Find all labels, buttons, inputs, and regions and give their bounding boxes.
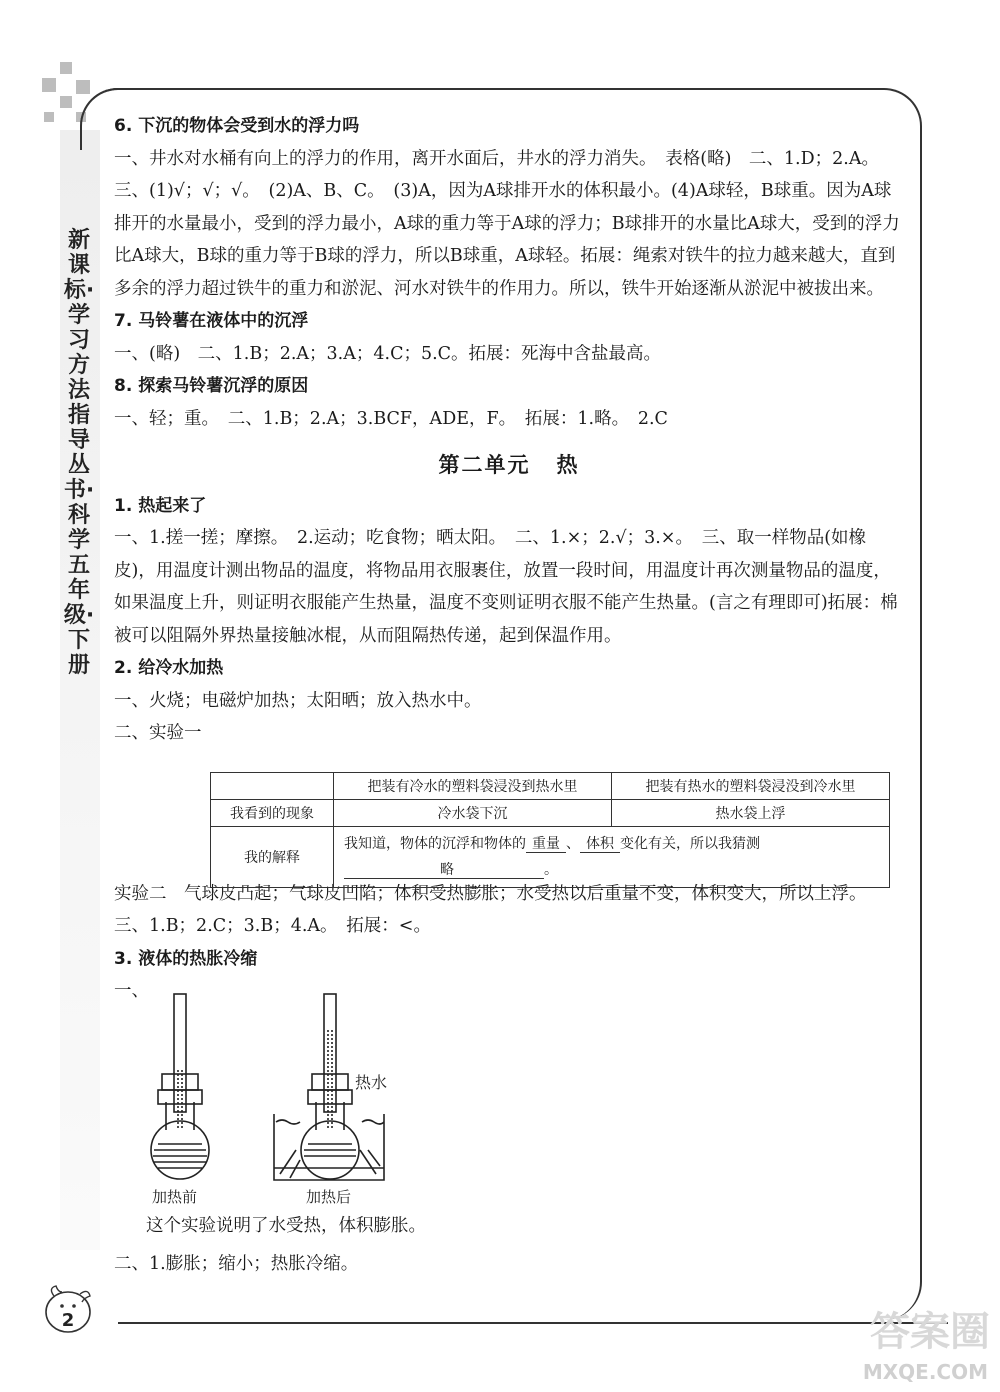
- glass-tube-after: [324, 994, 336, 1112]
- table-cell: 热水袋上浮: [612, 800, 890, 827]
- hot-water-label: 热水: [355, 1073, 388, 1092]
- unit-title: [114, 449, 904, 482]
- section-body: 一、轻；重。 二、1.B；2.A；3.BCF，ADE，F。 拓展：1.略。 2.C: [114, 408, 668, 429]
- unit-title-sub: 热: [556, 453, 580, 477]
- explanation-text: 变化有关，所以我猜测: [620, 836, 760, 852]
- table-cell: 冷水袋下沉: [334, 800, 612, 827]
- section-title: 7. 马铃薯在液体中的沉浮: [114, 311, 309, 331]
- explanation-text: 我知道，物体的沉浮和物体的: [344, 836, 526, 852]
- section-body: 三、1.B；2.C；3.B；4.A。 拓展：<。: [114, 916, 431, 936]
- experiment-table: [210, 772, 890, 888]
- decoration-square: [42, 78, 56, 92]
- experiment-one-label: 二、实验一: [114, 723, 202, 743]
- explanation-text: 。: [544, 862, 558, 878]
- decoration-square: [60, 96, 72, 108]
- flask-experiment-figure: [140, 990, 400, 1210]
- table-header: 把装有热水的塑料袋浸没到冷水里: [612, 773, 890, 800]
- section-body: 实验二 气球皮凸起；气球皮凹陷；体积受热膨胀；水受热以后重量不变，体积变大，所以上浮。: [114, 883, 867, 904]
- section-body: 一、火烧；电磁炉加热；太阳晒；放入热水中。: [114, 690, 482, 711]
- caption-after: 加热后: [306, 1188, 352, 1206]
- section-body: 一、(略) 二、1.B；2.A；3.A；4.C；5.C。拓展：死海中含盐最高。: [114, 343, 662, 364]
- table-row-label: 我看到的现象: [211, 800, 334, 827]
- page-number: 2: [61, 1310, 75, 1331]
- section-title: 8. 探索马铃薯沉浮的原因: [114, 376, 309, 396]
- table-row: [211, 827, 890, 888]
- section-title: 2. 给冷水加热: [114, 658, 224, 678]
- table-header: 把装有冷水的塑料袋浸没到热水里: [334, 773, 612, 800]
- caption-before: 加热前: [152, 1188, 198, 1206]
- table-explanation: [334, 827, 890, 888]
- answer-blank: 略: [344, 862, 544, 879]
- decoration-square: [60, 62, 72, 74]
- section-title: 1. 热起来了: [114, 495, 207, 516]
- section-title: 6. 下沉的物体会受到水的浮力吗: [114, 116, 360, 136]
- section-body: 二、1.膨胀；缩小；热胀冷缩。: [114, 1254, 359, 1274]
- table-row-label: 我的解释: [211, 827, 334, 888]
- decoration-square: [76, 80, 90, 94]
- bottom-rule: [118, 1322, 948, 1324]
- spine-title: 新课标·学习方法指导丛书·科学五年级·下册: [63, 228, 95, 678]
- experiment-conclusion: 这个实验说明了水受热，体积膨胀。: [146, 1216, 426, 1236]
- section-body: 一、1.搓一搓；摩擦。 2.运动；吃食物；晒太阳。 二、1.×；2.√；3.×。 三、取一样物品(如橡皮)，用温度计测出物品的温度，将物品用衣服裹住，放置一段时间，用温度计再次测量物品的温度，如果温度上升，则证明衣服能产生热量，温度不变则证明衣服不能产生热量。(言之有理即可)拓展：棉被可以阻隔外界热量接触冰棍，从而阻隔热传递，起到保温作用。: [114, 528, 898, 646]
- table-row: [211, 800, 890, 827]
- section-title: 3. 液体的热胀冷缩: [114, 948, 258, 969]
- unit-title-main: 第二单元: [438, 453, 531, 477]
- section-body: 一、井水对水桶有向上的浮力的作用，离开水面后，井水的浮力消失。 表格(略) 二、1.D；2.A。 三、(1)√；√；√。 (2)A、B、C。 (3)A，因为A球排开水的体积最小。(4)A球轻，B球重。因为A球排开的水量最小，受到的浮力最小，A球的重力等于A球的浮力；B球排开的水量比A球大，受到的浮力比A球大，B球的重力等于B球的浮力，所以B球重，A球轻。拓展：绳索对铁牛的拉力越来越大，直到多余的浮力超过铁牛的重力和淤泥、河水对铁牛的作用力。所以，铁牛开始逐渐从淤泥中被拔出来。: [114, 148, 900, 299]
- answer-blank: 体积: [580, 836, 620, 853]
- glass-tube-before: [174, 994, 186, 1112]
- watermark-logo: 答案圈: [870, 1309, 990, 1355]
- table-cell-empty: [211, 773, 334, 800]
- section-body: 一、: [114, 981, 149, 1001]
- page-number-badge: [36, 1278, 96, 1338]
- answer-blank: 重量: [526, 836, 566, 853]
- decoration-square: [44, 112, 54, 122]
- explanation-text: 、: [566, 836, 580, 852]
- table-row: [211, 773, 890, 800]
- watermark-url: MXQE.COM: [862, 1360, 988, 1384]
